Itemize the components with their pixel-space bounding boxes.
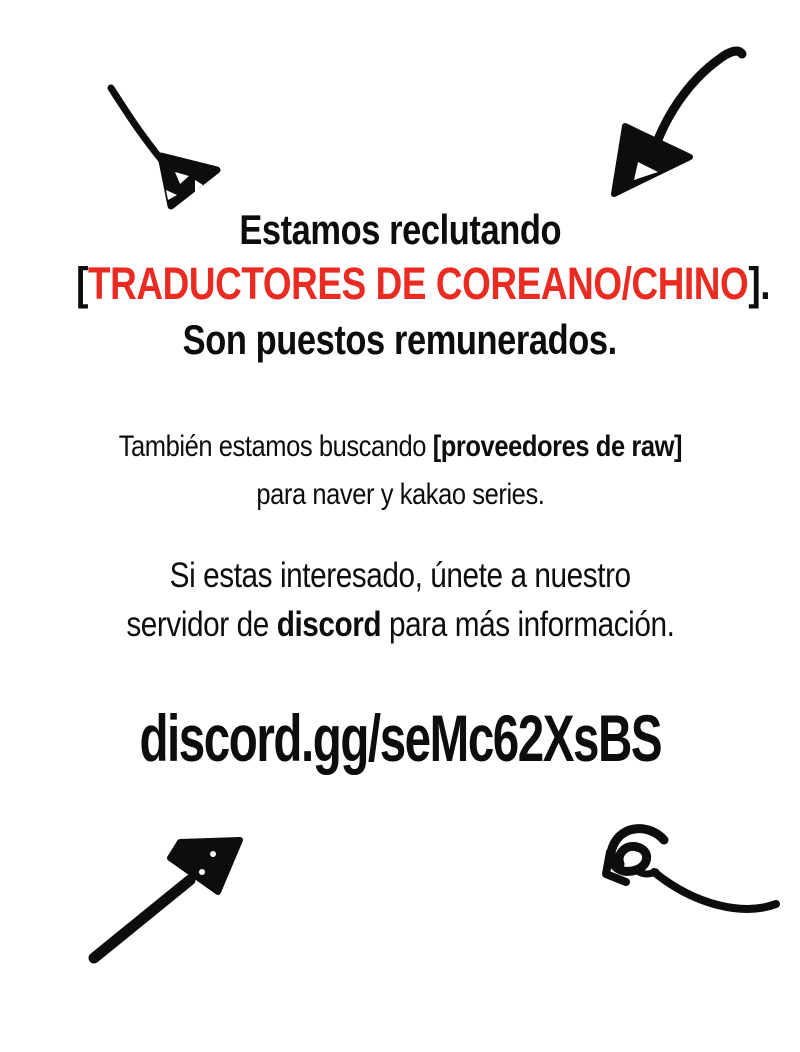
- raw-seek-line1: [0, 430, 800, 464]
- arrow-bottom-right-icon: [592, 812, 784, 927]
- bracket-close: ].: [748, 258, 771, 309]
- headline-line1-text: Estamos reclutando: [239, 206, 561, 253]
- raw-seek-line2-text: para naver y kakao series.: [255, 478, 545, 511]
- cta-line2-prefix: servidor de: [125, 605, 277, 644]
- raw-seek-line1-prefix: También estamos buscando: [118, 430, 433, 463]
- discord-invite-url: discord.gg/seMc62XsBS: [139, 701, 661, 775]
- headline-red-text: TRADUCTORES DE COREANO/CHINO: [88, 258, 749, 309]
- arrow-top-right-icon: [600, 30, 748, 205]
- arrow-bottom-left-icon: [78, 832, 253, 967]
- headline-line3-text: Son puestos remunerados.: [182, 316, 618, 363]
- cta-line2-suffix: para más información.: [380, 605, 675, 644]
- headline-line2: [0, 258, 800, 310]
- headline-line1: [0, 206, 800, 254]
- cta-line2-discord: discord: [276, 605, 381, 644]
- raw-seek-line2: [0, 478, 800, 512]
- headline-line3: [0, 316, 800, 364]
- cta-line2: [0, 605, 800, 645]
- bracket-open: [: [76, 258, 89, 309]
- arrow-top-left-icon: [103, 80, 225, 210]
- raw-seek-line1-bold: [proveedores de raw]: [432, 430, 682, 463]
- cta-line1-text: Si estas interesado, únete a nuestro: [169, 556, 631, 595]
- discord-invite-link: [0, 700, 800, 776]
- cta-line1: [0, 556, 800, 596]
